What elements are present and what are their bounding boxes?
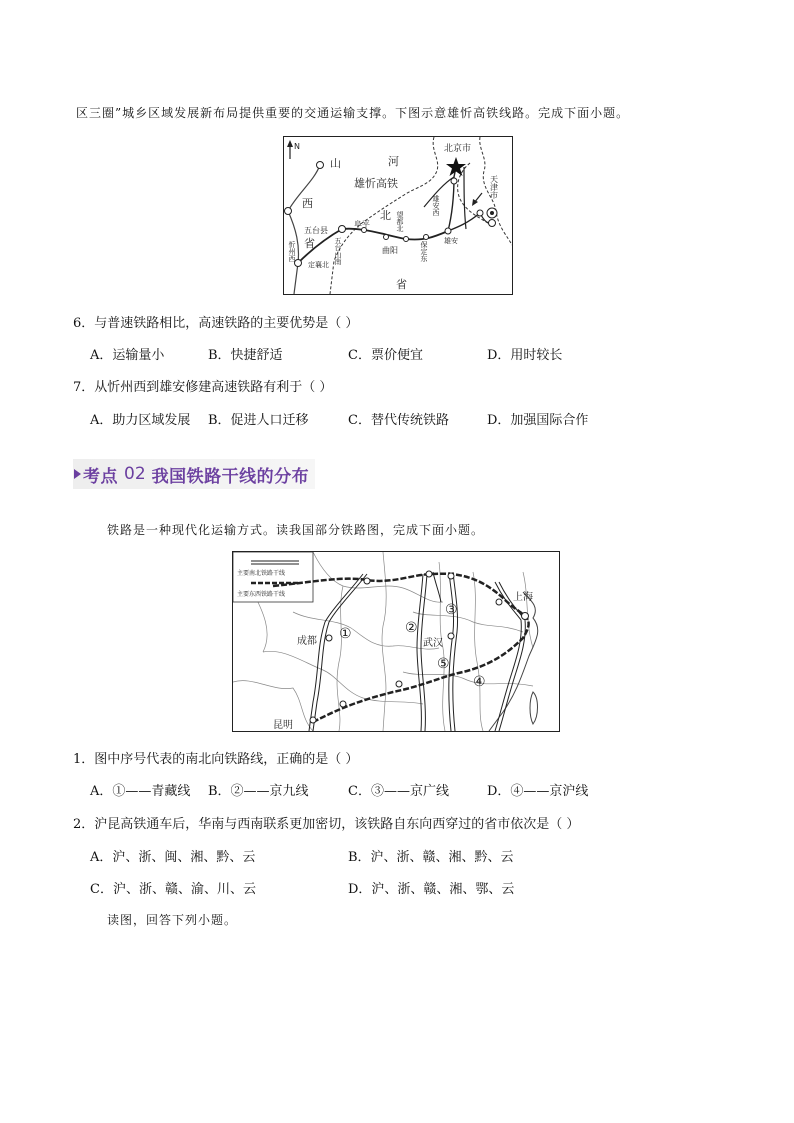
svg-text:雄安: 雄安	[444, 237, 458, 245]
svg-text:忻州西: 忻州西	[288, 241, 296, 262]
q1-option-c[interactable]: C．③——京广线	[348, 784, 449, 799]
city-chengdu: 成都	[297, 636, 317, 647]
q6-option-a[interactable]: A．运输量小	[90, 348, 165, 363]
question-7-stem: 7．从忻州西到雄安修建高速铁路有利于（ ）	[73, 380, 333, 395]
q1-option-a[interactable]: A．①——青藏线	[90, 784, 191, 799]
q7-option-a[interactable]: A．助力区域发展	[90, 413, 191, 428]
q2-option-d[interactable]: D．沪、浙、赣、湘、鄂、云	[348, 882, 515, 897]
q2-option-b[interactable]: B．沪、浙、赣、湘、黔、云	[348, 850, 514, 865]
north-arrow-icon	[287, 140, 293, 159]
svg-text:保定东: 保定东	[420, 241, 428, 262]
svg-text:雄安西: 雄安西	[432, 195, 440, 216]
line-marker-3: ③	[445, 602, 458, 618]
svg-text:天津市: 天津市	[489, 175, 499, 199]
legend-ew-label: 主要东西铁路干线	[237, 591, 286, 598]
intro-text: 区三圈”城乡区域发展新布局提供重要的交通运输支撑。下图示意雄忻高铁线路。完成下面小题。	[76, 106, 630, 120]
svg-text:西: 西	[302, 197, 313, 210]
svg-text:五台山南: 五台山南	[334, 237, 342, 265]
line-marker-4: ④	[473, 674, 486, 690]
city-shanghai: 上海	[513, 592, 533, 603]
section-title-b: 我国铁路干线的分布	[151, 466, 310, 487]
svg-text:北: 北	[380, 209, 391, 222]
city-wuhan: 武汉	[423, 638, 443, 649]
q7-option-b[interactable]: B．促进人口迁移	[208, 413, 309, 428]
q2-option-c[interactable]: C．沪、浙、赣、渝、川、云	[90, 882, 256, 897]
section-title-a: 考点	[83, 466, 118, 487]
q7-option-c[interactable]: C．替代传统铁路	[348, 413, 449, 428]
city-kunming: 昆明	[273, 720, 293, 731]
intro-2-text: 铁路是一种现代化运输方式。读我国部分铁路图，完成下面小题。	[107, 523, 485, 537]
svg-text:望都北: 望都北	[396, 211, 404, 232]
svg-text:雄忻高铁: 雄忻高铁	[354, 177, 398, 190]
svg-text:省: 省	[396, 278, 407, 291]
q7-option-d[interactable]: D．加强国际合作	[487, 413, 589, 428]
svg-text:定襄北: 定襄北	[308, 261, 329, 269]
triangle-marker-icon	[74, 469, 81, 479]
svg-text:山: 山	[330, 157, 341, 170]
svg-text:河: 河	[388, 155, 399, 168]
svg-text:北京市: 北京市	[444, 144, 472, 154]
question-6-stem: 6．与普速铁路相比，高速铁路的主要优势是（ ）	[73, 316, 359, 331]
line-marker-5: ⑤	[437, 656, 450, 672]
china-railway-map	[232, 551, 560, 732]
q1-option-b[interactable]: B．②——京九线	[208, 784, 309, 799]
question-2-stem: 2．沪昆高铁通车后，华南与西南联系更加密切，该铁路自东向西穿过的省市依次是（ ）	[73, 817, 580, 832]
xiongxin-railway-map	[283, 136, 513, 295]
svg-text:省: 省	[304, 237, 315, 250]
outro-text: 读图，回答下列小题。	[107, 913, 238, 927]
q1-option-d[interactable]: D．④——京沪线	[487, 784, 589, 799]
north-label: N	[294, 142, 300, 151]
question-1-stem: 1．图中序号代表的南北向铁路线，正确的是（ ）	[73, 752, 359, 767]
q6-option-d[interactable]: D．用时较长	[487, 348, 563, 363]
line-marker-1: ①	[339, 626, 352, 642]
capital-star-icon	[446, 157, 466, 176]
q6-option-b[interactable]: B．快捷舒适	[208, 348, 283, 363]
q2-option-a[interactable]: A．沪、浙、闽、湘、黔、云	[90, 850, 256, 865]
line-marker-2: ②	[405, 620, 418, 636]
svg-text:五台县: 五台县	[304, 226, 328, 235]
section-number: 02	[124, 464, 146, 484]
svg-text:曲阳: 曲阳	[382, 246, 398, 255]
svg-text:阜平: 阜平	[354, 220, 370, 229]
legend-ns-label: 主要南北铁路干线	[237, 570, 286, 577]
section-header	[73, 459, 315, 489]
q6-option-c[interactable]: C．票价便宜	[348, 348, 423, 363]
